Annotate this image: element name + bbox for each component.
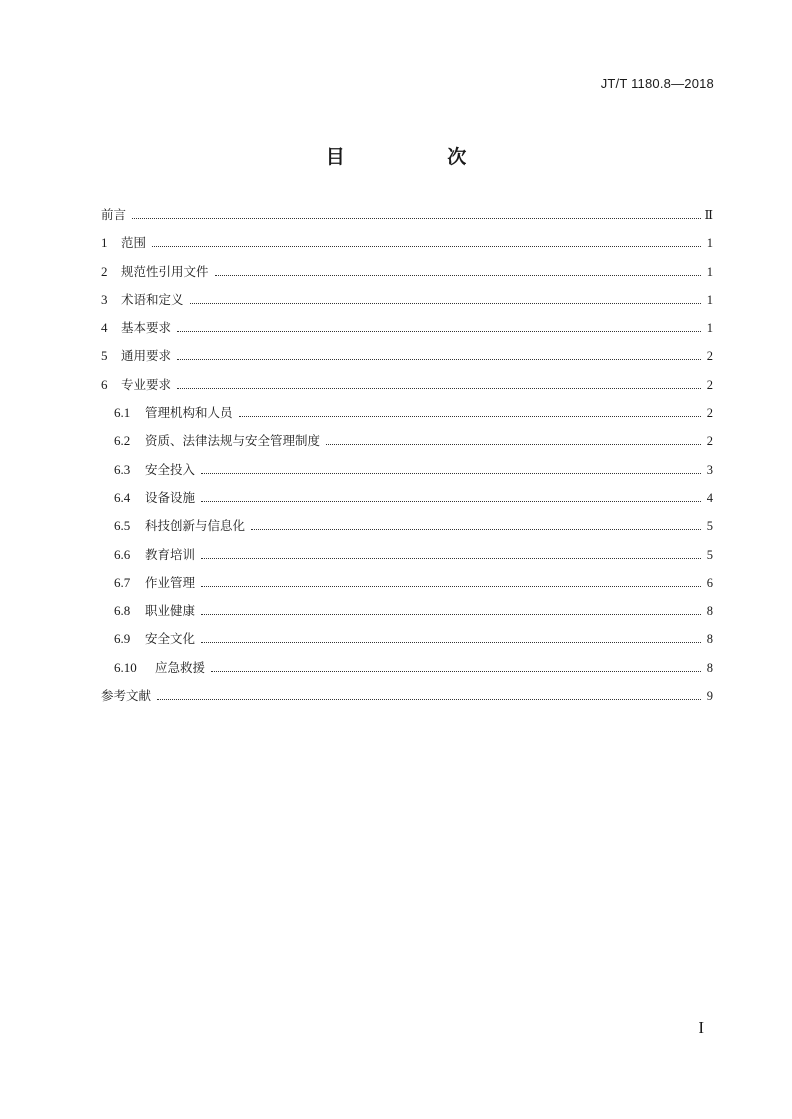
toc-number: 6 [101, 376, 108, 392]
toc-page-number: 2 [706, 434, 713, 449]
toc-number: 6.9 [114, 631, 131, 647]
toc-page-number: 8 [706, 632, 713, 647]
toc-entry-6-4[interactable] [101, 488, 713, 516]
toc-leader [215, 275, 701, 276]
page-title: 目 次 [325, 146, 515, 168]
toc-leader [211, 671, 701, 672]
toc-leader [177, 388, 701, 389]
toc-number: 6.10 [114, 659, 137, 675]
toc-entry-6-2[interactable] [101, 431, 713, 459]
toc-number: 5 [101, 348, 108, 364]
toc-label: 应急救援 [155, 659, 206, 675]
toc-page-number: 1 [706, 264, 713, 279]
toc-entry-6-10[interactable] [101, 658, 713, 686]
toc-entry-bibliography[interactable] [101, 686, 713, 714]
toc-number: 6.5 [114, 518, 131, 534]
toc-label: 教育培训 [145, 546, 196, 562]
toc-entry-6-6[interactable] [101, 545, 713, 573]
toc-entry-6-5[interactable] [101, 516, 713, 544]
toc-label: 职业健康 [145, 603, 196, 619]
toc-leader [201, 642, 701, 643]
toc-leader [201, 558, 701, 559]
toc-entry-4[interactable] [101, 318, 713, 346]
toc-page-number: 1 [706, 321, 713, 336]
toc-label: 通用要求 [121, 348, 172, 364]
toc-page-number: 2 [706, 377, 713, 392]
toc-entry-6-8[interactable] [101, 601, 713, 629]
toc-label: 安全文化 [145, 631, 196, 647]
toc-entry-6-7[interactable] [101, 573, 713, 601]
page-number: I [698, 1018, 704, 1037]
toc-label: 参考文献 [101, 688, 152, 704]
toc-leader [157, 699, 701, 700]
toc-number: 6.8 [114, 603, 131, 619]
toc-leader [201, 473, 701, 474]
toc-page-number: 9 [706, 689, 713, 704]
toc-number: 6.2 [114, 433, 131, 449]
toc-label: 管理机构和人员 [145, 405, 233, 421]
toc-leader [326, 444, 701, 445]
toc-number: 2 [101, 263, 108, 279]
standard-code: JT/T 1180.8—2018 [600, 76, 714, 91]
toc-leader [239, 416, 701, 417]
toc-page-number: 5 [706, 519, 713, 534]
toc-page-number: 2 [706, 406, 713, 421]
toc-leader [177, 331, 701, 332]
toc-page-number: 6 [706, 575, 713, 590]
toc-number: 6.3 [114, 461, 131, 477]
toc-number: 3 [101, 291, 108, 307]
toc-leader [251, 529, 701, 530]
toc-page-number: 1 [706, 236, 713, 251]
toc-entry-1[interactable] [101, 233, 713, 261]
toc-label: 范围 [121, 235, 147, 251]
toc-page-number: 4 [706, 490, 713, 505]
toc-leader [152, 246, 701, 247]
toc-number: 6.7 [114, 574, 131, 590]
toc-leader [132, 218, 700, 219]
toc-entry-6-3[interactable] [101, 460, 713, 488]
toc-page-number: Ⅱ [704, 208, 713, 222]
toc-label: 设备设施 [145, 489, 196, 505]
toc-label: 前言 [101, 207, 127, 222]
toc-label: 规范性引用文件 [121, 263, 209, 279]
toc-label: 作业管理 [145, 574, 196, 590]
toc-label: 科技创新与信息化 [145, 518, 246, 534]
toc-entry-6[interactable] [101, 375, 713, 403]
toc-leader [177, 359, 701, 360]
toc-number: 4 [101, 320, 108, 336]
toc-leader [201, 614, 701, 615]
toc-page-number: 3 [706, 462, 713, 477]
toc-label: 资质、法律法规与安全管理制度 [145, 433, 321, 449]
toc-label: 专业要求 [121, 376, 172, 392]
toc-entry-2[interactable] [101, 262, 713, 290]
toc-label: 安全投入 [145, 461, 196, 477]
toc-label: 术语和定义 [121, 291, 184, 307]
toc-entry-foreword[interactable] [101, 205, 713, 233]
toc-entry-6-9[interactable] [101, 629, 713, 657]
toc-number: 6.6 [114, 546, 131, 562]
toc-page-number: 1 [706, 292, 713, 307]
toc-entry-6-1[interactable] [101, 403, 713, 431]
table-of-contents [101, 205, 713, 714]
toc-page-number: 2 [706, 349, 713, 364]
toc-number: 6.4 [114, 489, 131, 505]
toc-number: 6.1 [114, 405, 131, 421]
toc-entry-5[interactable] [101, 346, 713, 374]
toc-number: 1 [101, 235, 108, 251]
toc-page-number: 8 [706, 660, 713, 675]
toc-page-number: 8 [706, 604, 713, 619]
toc-label: 基本要求 [121, 320, 172, 336]
toc-leader [201, 501, 701, 502]
toc-page-number: 5 [706, 547, 713, 562]
toc-leader [190, 303, 701, 304]
toc-entry-3[interactable] [101, 290, 713, 318]
toc-leader [201, 586, 701, 587]
